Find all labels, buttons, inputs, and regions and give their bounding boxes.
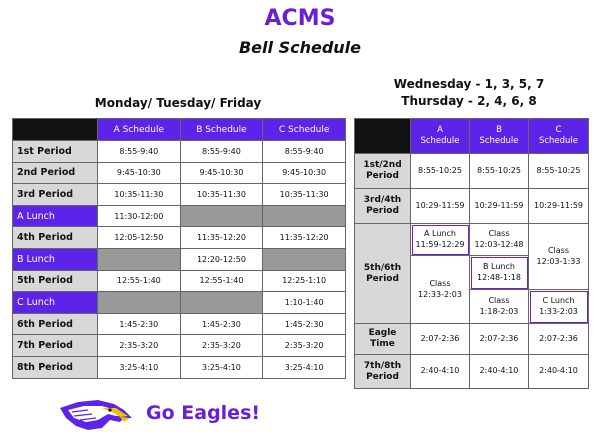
row-label: Eagle Time xyxy=(355,324,411,355)
mtf-schedule-table xyxy=(12,118,346,379)
row-label: A Lunch xyxy=(13,205,98,227)
table-row xyxy=(355,189,589,224)
row-label: 5th/6th Period xyxy=(355,224,411,324)
empty-cell xyxy=(263,248,346,270)
time-cell: 12:55-1:40 xyxy=(180,270,263,292)
header-corner xyxy=(355,119,411,154)
wt-heading xyxy=(352,76,586,110)
column-header: B Schedule xyxy=(180,119,263,141)
row-label: B Lunch xyxy=(13,248,98,270)
table-row xyxy=(355,224,589,256)
a-class-cell: Class 12:33-2:03 xyxy=(411,256,470,324)
time-cell: 2:35-3:20 xyxy=(97,335,180,357)
time-cell: 8:55-10:25 xyxy=(411,154,470,189)
column-header: C Schedule xyxy=(263,119,346,141)
row-label: 1st Period xyxy=(13,141,98,163)
time-cell: 11:35-12:20 xyxy=(263,227,346,249)
time-cell: 12:20-12:50 xyxy=(180,248,263,270)
table-row xyxy=(13,292,346,314)
page-subtitle: Bell Schedule xyxy=(238,38,361,57)
time-cell: 2:35-3:20 xyxy=(180,335,263,357)
row-label: 2nd Period xyxy=(13,162,98,184)
table-row xyxy=(13,162,346,184)
table-row xyxy=(13,335,346,357)
time-cell: 10:29-11:59 xyxy=(529,189,589,224)
time-cell: 12:05-12:50 xyxy=(97,227,180,249)
b-class-cell: Class 1:18-2:03 xyxy=(470,290,529,324)
row-label: 7th Period xyxy=(13,335,98,357)
row-label: 5th Period xyxy=(13,270,98,292)
time-cell: 2:07-2:36 xyxy=(529,324,589,355)
empty-cell xyxy=(263,205,346,227)
time-cell: 12:55-1:40 xyxy=(97,270,180,292)
school-title: ACMS xyxy=(264,6,336,31)
time-cell: 8:55-10:25 xyxy=(470,154,529,189)
time-cell: 11:35-12:20 xyxy=(180,227,263,249)
row-label: 3rd/4th Period xyxy=(355,189,411,224)
time-cell: 2:07-2:36 xyxy=(411,324,470,355)
table-header-row xyxy=(355,119,589,154)
empty-cell xyxy=(97,292,180,314)
table-row xyxy=(13,184,346,206)
time-cell: 11:30-12:00 xyxy=(97,205,180,227)
column-header: C Schedule xyxy=(529,119,589,154)
column-header: A Schedule xyxy=(97,119,180,141)
time-cell: 1:10-1:40 xyxy=(263,292,346,314)
b-lunch-cell: B Lunch 12:48-1:18 xyxy=(470,256,529,290)
time-cell: 9:45-10:30 xyxy=(180,162,263,184)
time-cell: 2:35-3:20 xyxy=(263,335,346,357)
row-label: C Lunch xyxy=(13,292,98,314)
table-row xyxy=(13,313,346,335)
table-row xyxy=(355,324,589,355)
time-cell: 12:25-1:10 xyxy=(263,270,346,292)
wt-heading-line1: Wednesday - 1, 3, 5, 7 xyxy=(393,77,545,91)
table-row xyxy=(13,356,346,378)
slogan: Go Eagles! xyxy=(146,402,261,424)
time-cell: 3:25-4:10 xyxy=(180,356,263,378)
table-row xyxy=(13,141,346,163)
c-lunch-cell: C Lunch 1:33-2:03 xyxy=(529,290,589,324)
time-cell: 10:29-11:59 xyxy=(470,189,529,224)
wt-heading-line2: Thursday - 2, 4, 6, 8 xyxy=(401,94,537,108)
column-header: A Schedule xyxy=(411,119,470,154)
time-cell: 1:45-2:30 xyxy=(263,313,346,335)
wt-schedule-table xyxy=(354,118,589,389)
eagle-head-icon xyxy=(58,398,134,432)
empty-cell xyxy=(180,292,263,314)
time-cell: 8:55-9:40 xyxy=(263,141,346,163)
time-cell: 8:55-10:25 xyxy=(529,154,589,189)
time-cell: 10:35-11:30 xyxy=(180,184,263,206)
row-label: 1st/2nd Period xyxy=(355,154,411,189)
table-row xyxy=(13,205,346,227)
time-cell: 3:25-4:10 xyxy=(97,356,180,378)
column-header: B Schedule xyxy=(470,119,529,154)
time-cell: 2:07-2:36 xyxy=(470,324,529,355)
time-cell: 9:45-10:30 xyxy=(263,162,346,184)
time-cell: 9:45-10:30 xyxy=(97,162,180,184)
time-cell: 2:40-4:10 xyxy=(470,355,529,389)
empty-cell xyxy=(180,205,263,227)
time-cell: 10:35-11:30 xyxy=(97,184,180,206)
row-label: 4th Period xyxy=(13,227,98,249)
row-label: 3rd Period xyxy=(13,184,98,206)
row-label: 6th Period xyxy=(13,313,98,335)
time-cell: 2:40-4:10 xyxy=(529,355,589,389)
c-class-cell: Class 12:03-1:33 xyxy=(529,224,589,290)
a-lunch-cell: A Lunch 11:59-12:29 xyxy=(411,224,470,256)
table-row xyxy=(355,154,589,189)
time-cell: 1:45-2:30 xyxy=(180,313,263,335)
row-label: 8th Period xyxy=(13,356,98,378)
time-cell: 8:55-9:40 xyxy=(180,141,263,163)
time-cell: 10:35-11:30 xyxy=(263,184,346,206)
time-cell: 10:29-11:59 xyxy=(411,189,470,224)
time-cell: 2:40-4:10 xyxy=(411,355,470,389)
table-header-row xyxy=(13,119,346,141)
table-row xyxy=(355,355,589,389)
table-row xyxy=(13,227,346,249)
mtf-heading: Monday/ Tuesday/ Friday xyxy=(94,96,262,110)
header-corner xyxy=(13,119,98,141)
row-label: 7th/8th Period xyxy=(355,355,411,389)
table-row xyxy=(13,248,346,270)
time-cell: 1:45-2:30 xyxy=(97,313,180,335)
empty-cell xyxy=(97,248,180,270)
time-cell: 3:25-4:10 xyxy=(263,356,346,378)
table-row xyxy=(13,270,346,292)
time-cell: 8:55-9:40 xyxy=(97,141,180,163)
b-class-cell: Class 12:03-12:48 xyxy=(470,224,529,256)
